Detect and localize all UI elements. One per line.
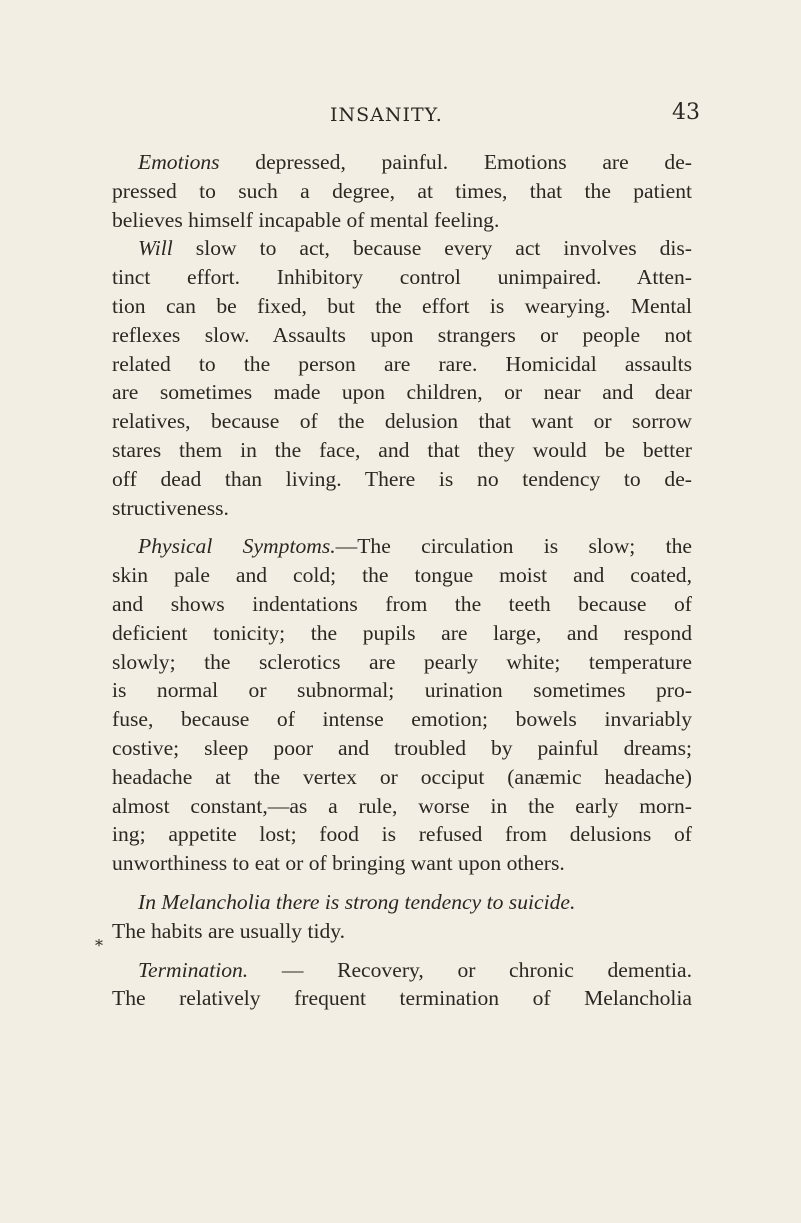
paragraph-physical-symptoms: Physical Symptoms.—The circulation is slow; the skin pale and cold; the tongue moist and coated, and shows indentations from the teeth because of deficient tonicity; the pupils are large, and respond slowly; the sclerotics are pearly white; temperature is normal or subnormal; urination sometimes pro- fuse, because of intense emotion; bowels invariably costive; sleep poor and troubled by painful dreams; headache at the vertex or occiput (anæmic headache) almost constant,—as a rule, worse in the early morn- ing; appetite lost; food is refused from delusions of unworthiness to eat or of bringing want upon others.: [112, 534, 692, 876]
suicide-sentence: In Melancholia there is strong tendency to suicide.: [138, 889, 576, 914]
margin-mark: *: [95, 936, 103, 955]
page-number: 43: [672, 100, 700, 125]
termination-label: Termination.: [138, 957, 249, 982]
will-label: Will: [138, 236, 173, 261]
paragraph-suicide: In Melancholia there is strong tendency to suicide. The habits are usually tidy.: [112, 889, 576, 943]
paragraph-termination: Termination. — Recovery, or chronic dementia. The relatively frequent termination of Melancholia: [112, 957, 692, 1011]
paragraph-emotions: Emotions depressed, painful. Emotions are de- pressed to such a degree, at times, that the patient believes himself incapable of mental feeling.: [112, 150, 692, 232]
body-text: [112, 148, 692, 1013]
physical-symptoms-label: Physical Symptoms.: [138, 534, 336, 559]
emotions-label: Emotions: [138, 150, 220, 174]
running-head: INSANITY.: [330, 104, 443, 126]
paragraph-will: Will slow to act, because every act involves dis- tinct effort. Inhibitory control unimpaired. Atten- tion can be fixed, but the effort is wearying. Mental reflexes slow. Assaults upon strangers or people not related to the person are rare. Homicidal assaults are sometimes made upon children, or near and dear relatives, because of the delusion that want or sorrow stares them in the face, and that they would be better off dead than living. There is no tendency to de- structiveness.: [112, 236, 692, 520]
